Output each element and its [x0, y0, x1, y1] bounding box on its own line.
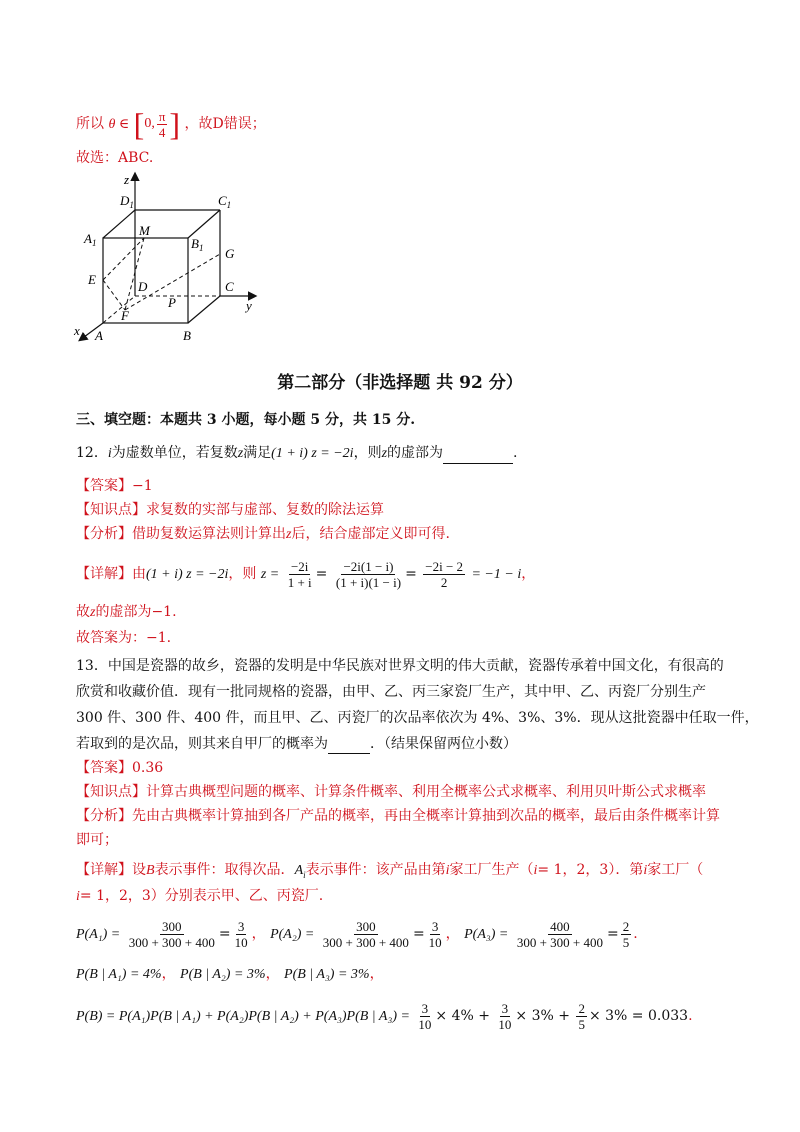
answer-blank: [443, 463, 513, 464]
interval: [134, 108, 180, 140]
label-D1: $D_1$: [120, 193, 134, 210]
label-A1: $A_1$: [84, 231, 97, 248]
sol11-line1: [76, 108, 266, 140]
label-B: B: [183, 328, 191, 343]
q12-equation: (1 + i) z = −2i: [271, 446, 354, 461]
q13-analysis-1: 【分析】先由古典概率计算抽到各厂产品的概率，再由全概率计算抽到次品的概率，最后由条件概率计算: [76, 808, 720, 824]
q12-detail: 【详解】由(1 + i) z = −2i，则 z = $\frac{-2i}{1 + i}$ = $\frac{-2i(1 - i)}{(1 + i)(1 - i)}$ = $\frac{-2i - 2}{2}$ = −1 − i，: [76, 558, 536, 590]
q12-knowledge: 【知识点】求复数的实部与虚部、复数的除法运算: [76, 502, 384, 518]
q13-answer: 【答案】0.36: [76, 760, 164, 776]
q12-stem: 12．i为虚数单位，若复数z满足(1 + i) z = −2i，则z的虚部为 .: [76, 443, 517, 464]
fill-in-header: 三、填空题：本题共 3 小题，每小题 5 分，共 15 分.: [76, 412, 416, 428]
q13-detail-2: i= 1，2，3）分别表示甲、乙、丙瓷厂.: [76, 888, 324, 904]
label-M: M: [139, 223, 150, 238]
label-C1: $C_1$: [218, 193, 232, 210]
q13-conditional: P(B | A₁) = 4%， P(B | A₂) = 3%， P(B | A₃) = 3%，: [76, 966, 384, 982]
q13-probabilities: P(A₁) = $\frac{300}{300 + 300 + 400}$ = $\frac{3}{10}$ ， P(A₂) = $\frac{300}{300 + 300 + 400}$ = $\frac{3}{10}$ ， P(A₃) = $\frac{400}{300 + 300 + 400}$ = $\frac{2}{5}$ .: [76, 918, 638, 950]
q13-line2: 欣赏和收藏价值．现有一批同规格的瓷器，由甲、乙、丙三家瓷厂生产，其中甲、乙、丙瓷厂分别生产: [76, 684, 706, 700]
label-y: y: [246, 298, 252, 313]
q13-line3: 300 件、300 件、400 件，而且甲、乙、丙瓷厂的次品率依次为 4%、3%、3%．现从这批瓷器中任取一件，: [76, 710, 759, 726]
text-span: 所以: [76, 116, 104, 132]
part2-title: 第二部分（非选择题 共 92 分）: [277, 373, 523, 393]
label-B1: $B_1$: [191, 236, 204, 253]
pi-over-4: $\frac{\pi}{4}$: [158, 108, 166, 140]
q13-line4: 若取到的是次品，则其来自甲厂的概率为 ．（结果保留两位小数）: [76, 736, 517, 752]
label-z: z: [124, 172, 130, 187]
q13-line1: 13．中国是瓷器的故乡，瓷器的发明是中华民族对世界文明的伟大贡献，瓷器传承着中国文化，有很高的: [76, 658, 724, 674]
right-bracket: ]: [169, 106, 181, 142]
q12-analysis: 【分析】借助复数运算法则计算出z后，结合虚部定义即可得.: [76, 526, 450, 542]
q13-total-probability: P(B) = P(A₁)P(B | A₁) + P(A₂)P(B | A₂) + P(A₃)P(B | A₃) = $\frac{3}{10}$ × 4% + $\frac{3}{10}$ × 3% + $\frac{2}{5}$ × 3% = 0.033.: [76, 1000, 693, 1032]
label-A: A: [95, 328, 103, 343]
left-bracket: [: [133, 106, 145, 142]
label-G: G: [225, 246, 235, 261]
cube-figure: [70, 168, 270, 348]
sol11-answer: 故选：ABC.: [76, 150, 154, 166]
text-span: ，故D错误；: [184, 116, 266, 132]
label-D: D: [138, 279, 148, 294]
theta-symbol: θ ∈: [108, 117, 130, 132]
answer-blank: [328, 753, 370, 754]
interval-left: 0,: [144, 116, 155, 131]
q13-analysis-2: 即可；: [76, 832, 118, 848]
label-E: E: [88, 272, 96, 287]
label-F: F: [121, 308, 129, 323]
q13-knowledge: 【知识点】计算古典概型问题的概率、计算条件概率、利用全概率公式求概率、利用贝叶斯公式求概率: [76, 784, 706, 800]
label-P: P: [168, 295, 176, 310]
q12-answer: 【答案】−1: [76, 478, 153, 494]
label-x: x: [74, 323, 80, 338]
q12-conclusion: 故z的虚部为−1.: [76, 604, 177, 620]
q12-final: 故答案为：−1.: [76, 630, 172, 646]
q13-detail-1: 【详解】设B表示事件：取得次品．$A_i$表示事件：该产品由第i家工厂生产（i= 1，2，3）．第i家工厂（: [76, 862, 704, 880]
label-C: C: [225, 279, 234, 294]
